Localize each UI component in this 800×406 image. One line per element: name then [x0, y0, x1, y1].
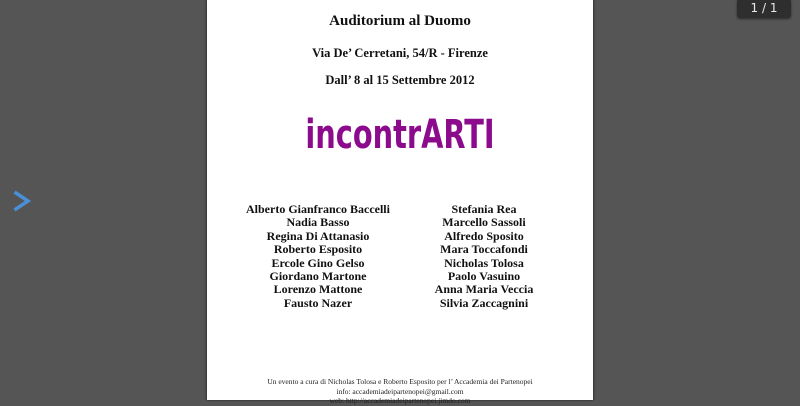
artist-name: Silvia Zaccagnini: [439, 295, 529, 310]
footer-website: web: http://accademiadeipartenopei.jimdo.com: [329, 396, 471, 405]
artist-name: Nadia Basso: [286, 215, 350, 230]
event-logo: incontrARTI: [305, 112, 495, 158]
event-dates: Dall’ 8 al 15 Settembre 2012: [325, 73, 475, 87]
artist-name: Stefania Rea: [451, 202, 517, 216]
artist-name: Paolo Vasuino: [447, 269, 521, 284]
artist-list-right: [419, 203, 549, 310]
artist-name: Nicholas Tolosa: [444, 255, 524, 270]
artist-name: Giordano Martone: [269, 269, 367, 284]
artist-name: Alberto Gianfranco Baccelli: [246, 202, 390, 216]
event-venue-title: Auditorium al Duomo: [329, 13, 471, 29]
artist-name: Fausto Nazer: [283, 295, 353, 310]
artist-name: Alfredo Sposito: [444, 228, 524, 243]
document-page: [207, 0, 593, 405]
footer-credits: Un evento a cura di Nicholas Tolosa e Roberto Esposito per l’ Accademia dei Partenopei: [267, 377, 533, 386]
artist-name: Roberto Esposito: [273, 242, 363, 257]
artist-name: Marcello Sassoli: [442, 215, 526, 230]
artist-name: Lorenzo Mattone: [273, 282, 363, 297]
artist-name: Regina Di Attanasio: [266, 228, 370, 243]
artist-name: Anna Maria Veccia: [434, 282, 534, 297]
artist-list-left: [237, 203, 399, 310]
artist-name: Mara Toccafondi: [440, 242, 528, 257]
next-page-button[interactable]: [13, 190, 33, 212]
footer-email: info: accademiadeipartenopei@gmail.com: [336, 386, 464, 396]
event-address: Via De’ Cerretani, 54/R - Firenze: [312, 46, 488, 60]
artist-name: Ercole Gino Gelso: [271, 255, 365, 270]
document-footer: [207, 377, 593, 406]
page-counter: 1 / 1: [737, 0, 791, 18]
chevron-right-icon: [13, 190, 33, 212]
